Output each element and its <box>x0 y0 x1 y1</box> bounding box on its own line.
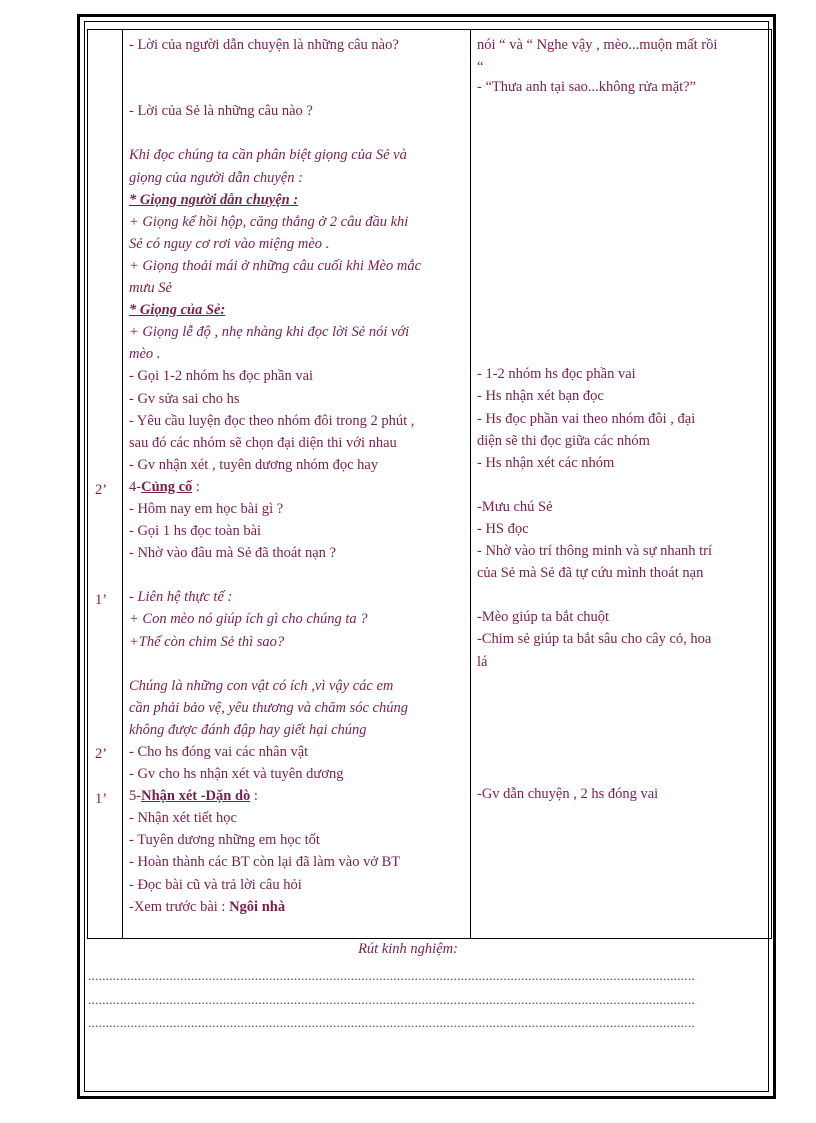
text-line <box>477 231 767 253</box>
text-line: - “Thưa anh tại sao...không rửa mặt?” <box>477 79 697 96</box>
next-lesson-title: Ngôi nhà <box>229 898 286 915</box>
section-heading-sparrow-voice: * Giọng của Sẻ: <box>129 302 226 319</box>
text-line <box>477 717 767 739</box>
text-line <box>129 653 467 675</box>
text-line: -Mưu chú Sẻ <box>477 498 553 515</box>
text-line <box>477 187 767 209</box>
text-line <box>129 56 467 78</box>
text-line: + Giọng kể hồi hộp, căng thẳng ở 2 câu đầu khi <box>129 213 409 230</box>
text-line: - Nhờ vào đâu mà Sẻ đã thoát nạn ? <box>129 545 336 562</box>
text-line <box>477 209 767 231</box>
student-activity-column <box>477 34 767 805</box>
text-line: - Cho hs đóng vai các nhân vật <box>129 744 309 760</box>
col-divider-time <box>122 29 123 939</box>
heading-text: Củng cố <box>141 478 193 495</box>
text-line: - 1-2 nhóm hs đọc phần vai <box>477 366 636 383</box>
text-line: - Gv nhận xét , tuyên dương nhóm đọc hay <box>129 456 379 473</box>
text-line: - Hs nhận xét các nhóm <box>477 454 615 471</box>
text-line: “ <box>477 59 484 76</box>
text-line: - Hs nhận xét bạn đọc <box>477 388 604 405</box>
text-line: - Lời của Sẻ là những câu nào ? <box>129 103 313 120</box>
text-line: Sẻ có nguy cơ rơi vào miệng mèo . <box>129 235 330 252</box>
text-line: - Gọi 1 hs đọc toàn bài <box>129 523 262 540</box>
text-line: cần phải bảo vệ, yêu thương và chăm sóc chúng <box>129 699 408 716</box>
text-line: giọng của người dẫn chuyện : <box>129 169 303 186</box>
text-line <box>477 275 767 297</box>
table-left-border <box>87 29 88 939</box>
text-line: - Yêu cầu luyện đọc theo nhóm đôi trong 2 phút , <box>129 412 415 429</box>
text-line: -Gv dẫn chuyện , 2 hs đóng vai <box>477 786 659 803</box>
text-line <box>477 673 767 695</box>
dotted-line: ........................................................................................................................................................................... <box>88 968 696 983</box>
section-heading-consolidation <box>129 476 467 498</box>
next-lesson-label: -Xem trước bài : <box>129 898 230 915</box>
dotted-line: ........................................................................................................................................................................... <box>88 1015 696 1030</box>
text-line: Khi đọc chúng ta cần phân biệt giọng của Sẻ và <box>129 147 407 164</box>
heading-number: 4- <box>129 478 142 495</box>
text-line <box>477 739 767 761</box>
text-line: Chúng là những con vật có ích ,vì vậy các em <box>129 677 394 694</box>
text-line: - Liên hệ thực tế : <box>129 589 233 606</box>
text-line <box>477 319 767 341</box>
section-heading-review <box>129 785 467 807</box>
text-line: - Đọc bài cũ và trả lời câu hỏi <box>129 876 302 893</box>
next-lesson-line <box>129 896 467 918</box>
text-line: mưu Sẻ <box>129 280 172 297</box>
text-line: +Thế còn chim Sẻ thì sao? <box>129 633 285 650</box>
time-mark: 1’ <box>95 592 108 608</box>
heading-text: Nhận xét -Dặn dò <box>141 788 251 805</box>
text-line: - Gọi 1-2 nhóm hs đọc phần vai <box>129 368 314 385</box>
text-line: - Gv cho hs nhận xét và tuyên dương <box>129 766 344 783</box>
text-line: - Tuyên dương những em học tốt <box>129 832 320 849</box>
text-line: - Nhờ vào trí thông minh và sự nhanh trí <box>477 543 713 560</box>
text-line <box>477 341 767 363</box>
teacher-activity-column <box>129 34 467 918</box>
text-line <box>477 584 767 606</box>
table-top-border <box>87 29 772 30</box>
dotted-line: ........................................................................................................................................................................... <box>88 992 696 1007</box>
text-line: + Con mèo nó giúp ích gì cho chúng ta ? <box>129 611 368 628</box>
text-line: sau đó các nhóm sẽ chọn đại diện thi với nhau <box>129 434 397 451</box>
time-mark: 2’ <box>95 482 108 498</box>
text-line: - HS đọc <box>477 520 529 537</box>
text-line <box>129 564 467 586</box>
lesson-notes-title: Rút kinh nghiệm: <box>358 941 458 957</box>
text-line: -Chim sẻ giúp ta bắt sâu cho cây cỏ, hoa <box>477 631 712 648</box>
table-bottom-border <box>87 938 772 939</box>
text-line <box>129 78 467 100</box>
text-line: không được đánh đập hay giết hại chúng <box>129 721 367 738</box>
text-line: mèo . <box>129 346 161 363</box>
text-line: + Giọng lễ độ , nhẹ nhàng khi đọc lời Sẻ nói với <box>129 324 410 341</box>
time-mark: 1’ <box>95 791 108 807</box>
text-line: - Lời của người dẫn chuyện là những câu nào? <box>129 37 399 53</box>
text-line <box>477 474 767 496</box>
col-divider-main <box>470 29 471 939</box>
text-line: - Hôm nay em học bài gì ? <box>129 500 284 517</box>
text-line <box>477 253 767 275</box>
table-right-border <box>771 29 772 939</box>
text-line: - Nhận xét tiết học <box>129 810 237 827</box>
text-line <box>477 98 767 120</box>
text-line: của Sẻ mà Sẻ đã tự cứu mình thoát nạn <box>477 565 704 582</box>
heading-tail: : <box>192 478 200 495</box>
heading-tail: : <box>250 788 258 805</box>
text-line: -Mèo giúp ta bắt chuột <box>477 609 610 626</box>
text-line: - Gv sửa sai cho hs <box>129 390 240 407</box>
text-line: - Hs đọc phần vai theo nhóm đôi , đại <box>477 410 696 427</box>
text-line: diện sẽ thi đọc giữa các nhóm <box>477 432 650 449</box>
text-line: lá <box>477 653 488 670</box>
text-line: + Giọng thoải mái ở những câu cuối khi Mèo mắc <box>129 257 422 274</box>
time-mark: 2’ <box>95 746 108 762</box>
text-line <box>477 695 767 717</box>
text-line: nói “ và “ Nghe vậy , mèo...muộn mất rồi <box>477 37 718 53</box>
heading-number: 5- <box>129 788 142 805</box>
section-heading-narrator-voice: * Giọng người dẫn chuyện : <box>129 191 299 208</box>
text-line <box>477 761 767 783</box>
text-line: - Hoàn thành các BT còn lại đã làm vào vở BT <box>129 854 401 871</box>
text-line <box>477 120 767 142</box>
text-line <box>477 142 767 164</box>
text-line <box>477 164 767 186</box>
text-line <box>129 122 467 144</box>
text-line <box>477 297 767 319</box>
